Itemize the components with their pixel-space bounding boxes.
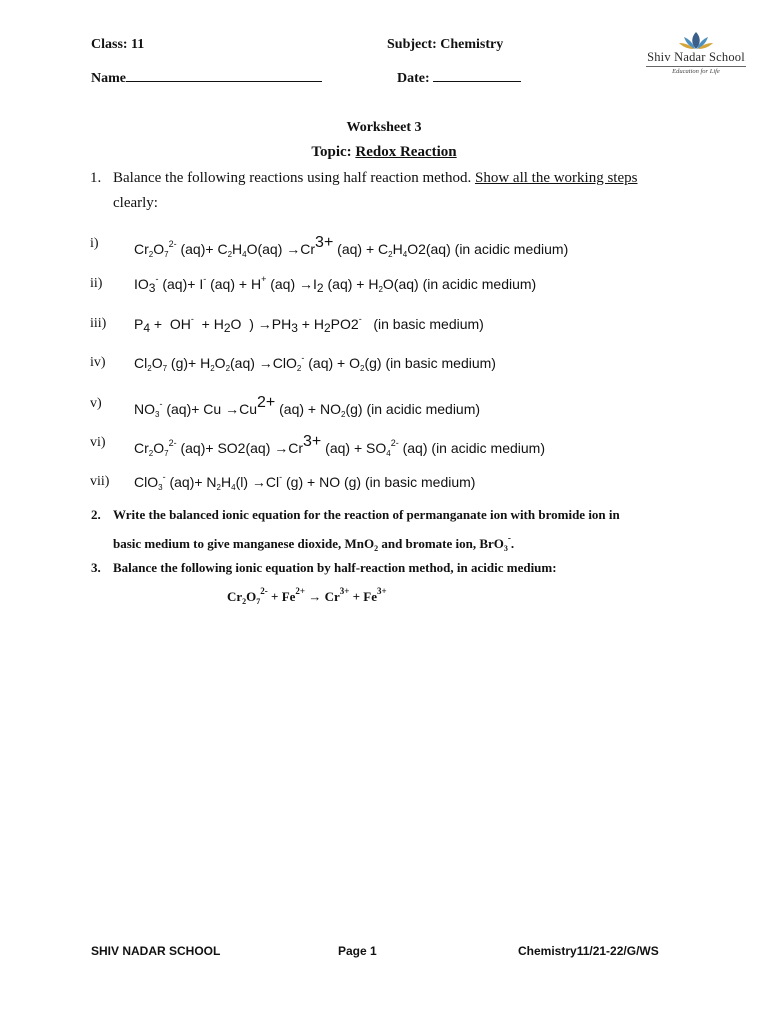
- reaction-medium: (in acidic medium): [366, 401, 481, 417]
- reaction-equation: $Cr_2O_7^{2-}$ $(aq)+ C_2H_4O(aq) \to Cr^{3+}$ $(aq) + C_2H_4O2(aq)$ (in acidic medium): [134, 234, 569, 259]
- question-3-equation: $Cr_2O_7^{2-} + Fe^{2+} \to Cr^{3+} + Fe^{3+}$: [227, 586, 387, 606]
- school-logo: [642, 30, 750, 75]
- question-2-line-1: Write the balanced ionic equation for the reaction of permanganate ion with bromide ion in: [113, 507, 620, 522]
- name-field: [91, 69, 322, 87]
- question-1-text: [113, 170, 637, 187]
- reaction-label: iii): [90, 316, 107, 331]
- logo-tagline: Education for Life: [672, 68, 720, 75]
- date-blank: [433, 69, 521, 82]
- logo-divider: [646, 66, 746, 67]
- reaction-equation: $IO_3^-$ (aq)+ I- (aq) + H+ $(aq) \to I_2$ $(aq) + H_2O(aq)$ (in acidic medium): [134, 274, 537, 295]
- reaction-label: vi): [90, 435, 106, 450]
- lotus-icon: [678, 30, 714, 52]
- date-field: [397, 69, 521, 87]
- reaction-medium: (in basic medium): [364, 474, 476, 490]
- reaction-medium: (in acidic medium): [454, 241, 569, 257]
- reaction-equation: $NO_3^-$ $(aq)+ Cu \to Cu^{2+}$ $(aq) + NO_2(g)$ (in acidic medium): [134, 394, 481, 419]
- reaction-label: i): [90, 236, 99, 251]
- question-3-text: Balance the following ionic equation by half-reaction method, in acidic medium:: [113, 560, 557, 575]
- reaction-medium: (in basic medium): [385, 355, 496, 371]
- reaction-equation: $Cr_2O_7^{2-}$ $(aq)+ SO2(aq) \to Cr^{3+}$ $(aq) + SO_4^{2-}$ (aq) (in acidic medium): [134, 433, 545, 458]
- subject-label: Subject: Chemistry: [387, 37, 504, 52]
- reaction-medium: (in acidic medium): [422, 276, 537, 292]
- question-2-number: 2.: [91, 507, 101, 522]
- question-2-line-2: basic medium to give manganese dioxide, MnO$_2$ and bromate ion, BrO$_3$-.: [113, 533, 515, 553]
- reaction-medium: (in basic medium): [373, 316, 484, 332]
- reaction-label: vii): [90, 474, 110, 489]
- topic-line: [0, 144, 768, 161]
- name-label: Name: [91, 71, 126, 86]
- reaction-medium: (in acidic medium): [431, 440, 545, 456]
- name-blank: [126, 69, 322, 82]
- footer-document-code: Chemistry11/21-22/G/WS: [518, 944, 659, 958]
- class-label: Class: 11: [91, 37, 145, 52]
- reaction-label: iv): [90, 355, 106, 370]
- logo-school-name: Shiv Nadar School: [647, 50, 745, 64]
- footer-school: SHIV NADAR SCHOOL: [91, 944, 221, 958]
- question-2-line-2-start: basic medium to give manganese dioxide, MnO: [113, 536, 375, 551]
- question-3-number: 3.: [91, 560, 101, 575]
- worksheet-title: Worksheet 3: [346, 120, 422, 135]
- question-1-text-end: clearly:: [113, 195, 158, 211]
- date-label: Date:: [397, 71, 430, 86]
- question-1-instruction: Balance the following reactions using half reaction method.: [113, 170, 472, 186]
- reaction-label: v): [90, 396, 102, 411]
- question-1-emphasis: Show all the working steps: [474, 170, 638, 186]
- topic-name: Redox Reaction: [355, 144, 457, 160]
- reaction-equation: $Cl_2O_7$ $(g)+ H_2O_2(aq) \to ClO_2^-$ $(aq) + O_2(g)$ (in basic medium): [134, 353, 496, 373]
- question-1-number: 1.: [90, 170, 102, 186]
- footer-page-number: Page 1: [338, 944, 377, 958]
- reaction-label: ii): [90, 276, 103, 291]
- topic-prefix: Topic:: [311, 144, 352, 160]
- question-2-line-2-mid: and bromate ion, BrO: [378, 536, 504, 551]
- reaction-equation: $P_4 + OH^- + H_2O$ ) $\to PH_3 + H_2PO2^-$ (in basic medium): [134, 314, 484, 335]
- reaction-equation: ClO$_3$- $(aq)+ N_2H_4(l) \to Cl^-$ (g) + NO (g) (in basic medium): [134, 472, 476, 492]
